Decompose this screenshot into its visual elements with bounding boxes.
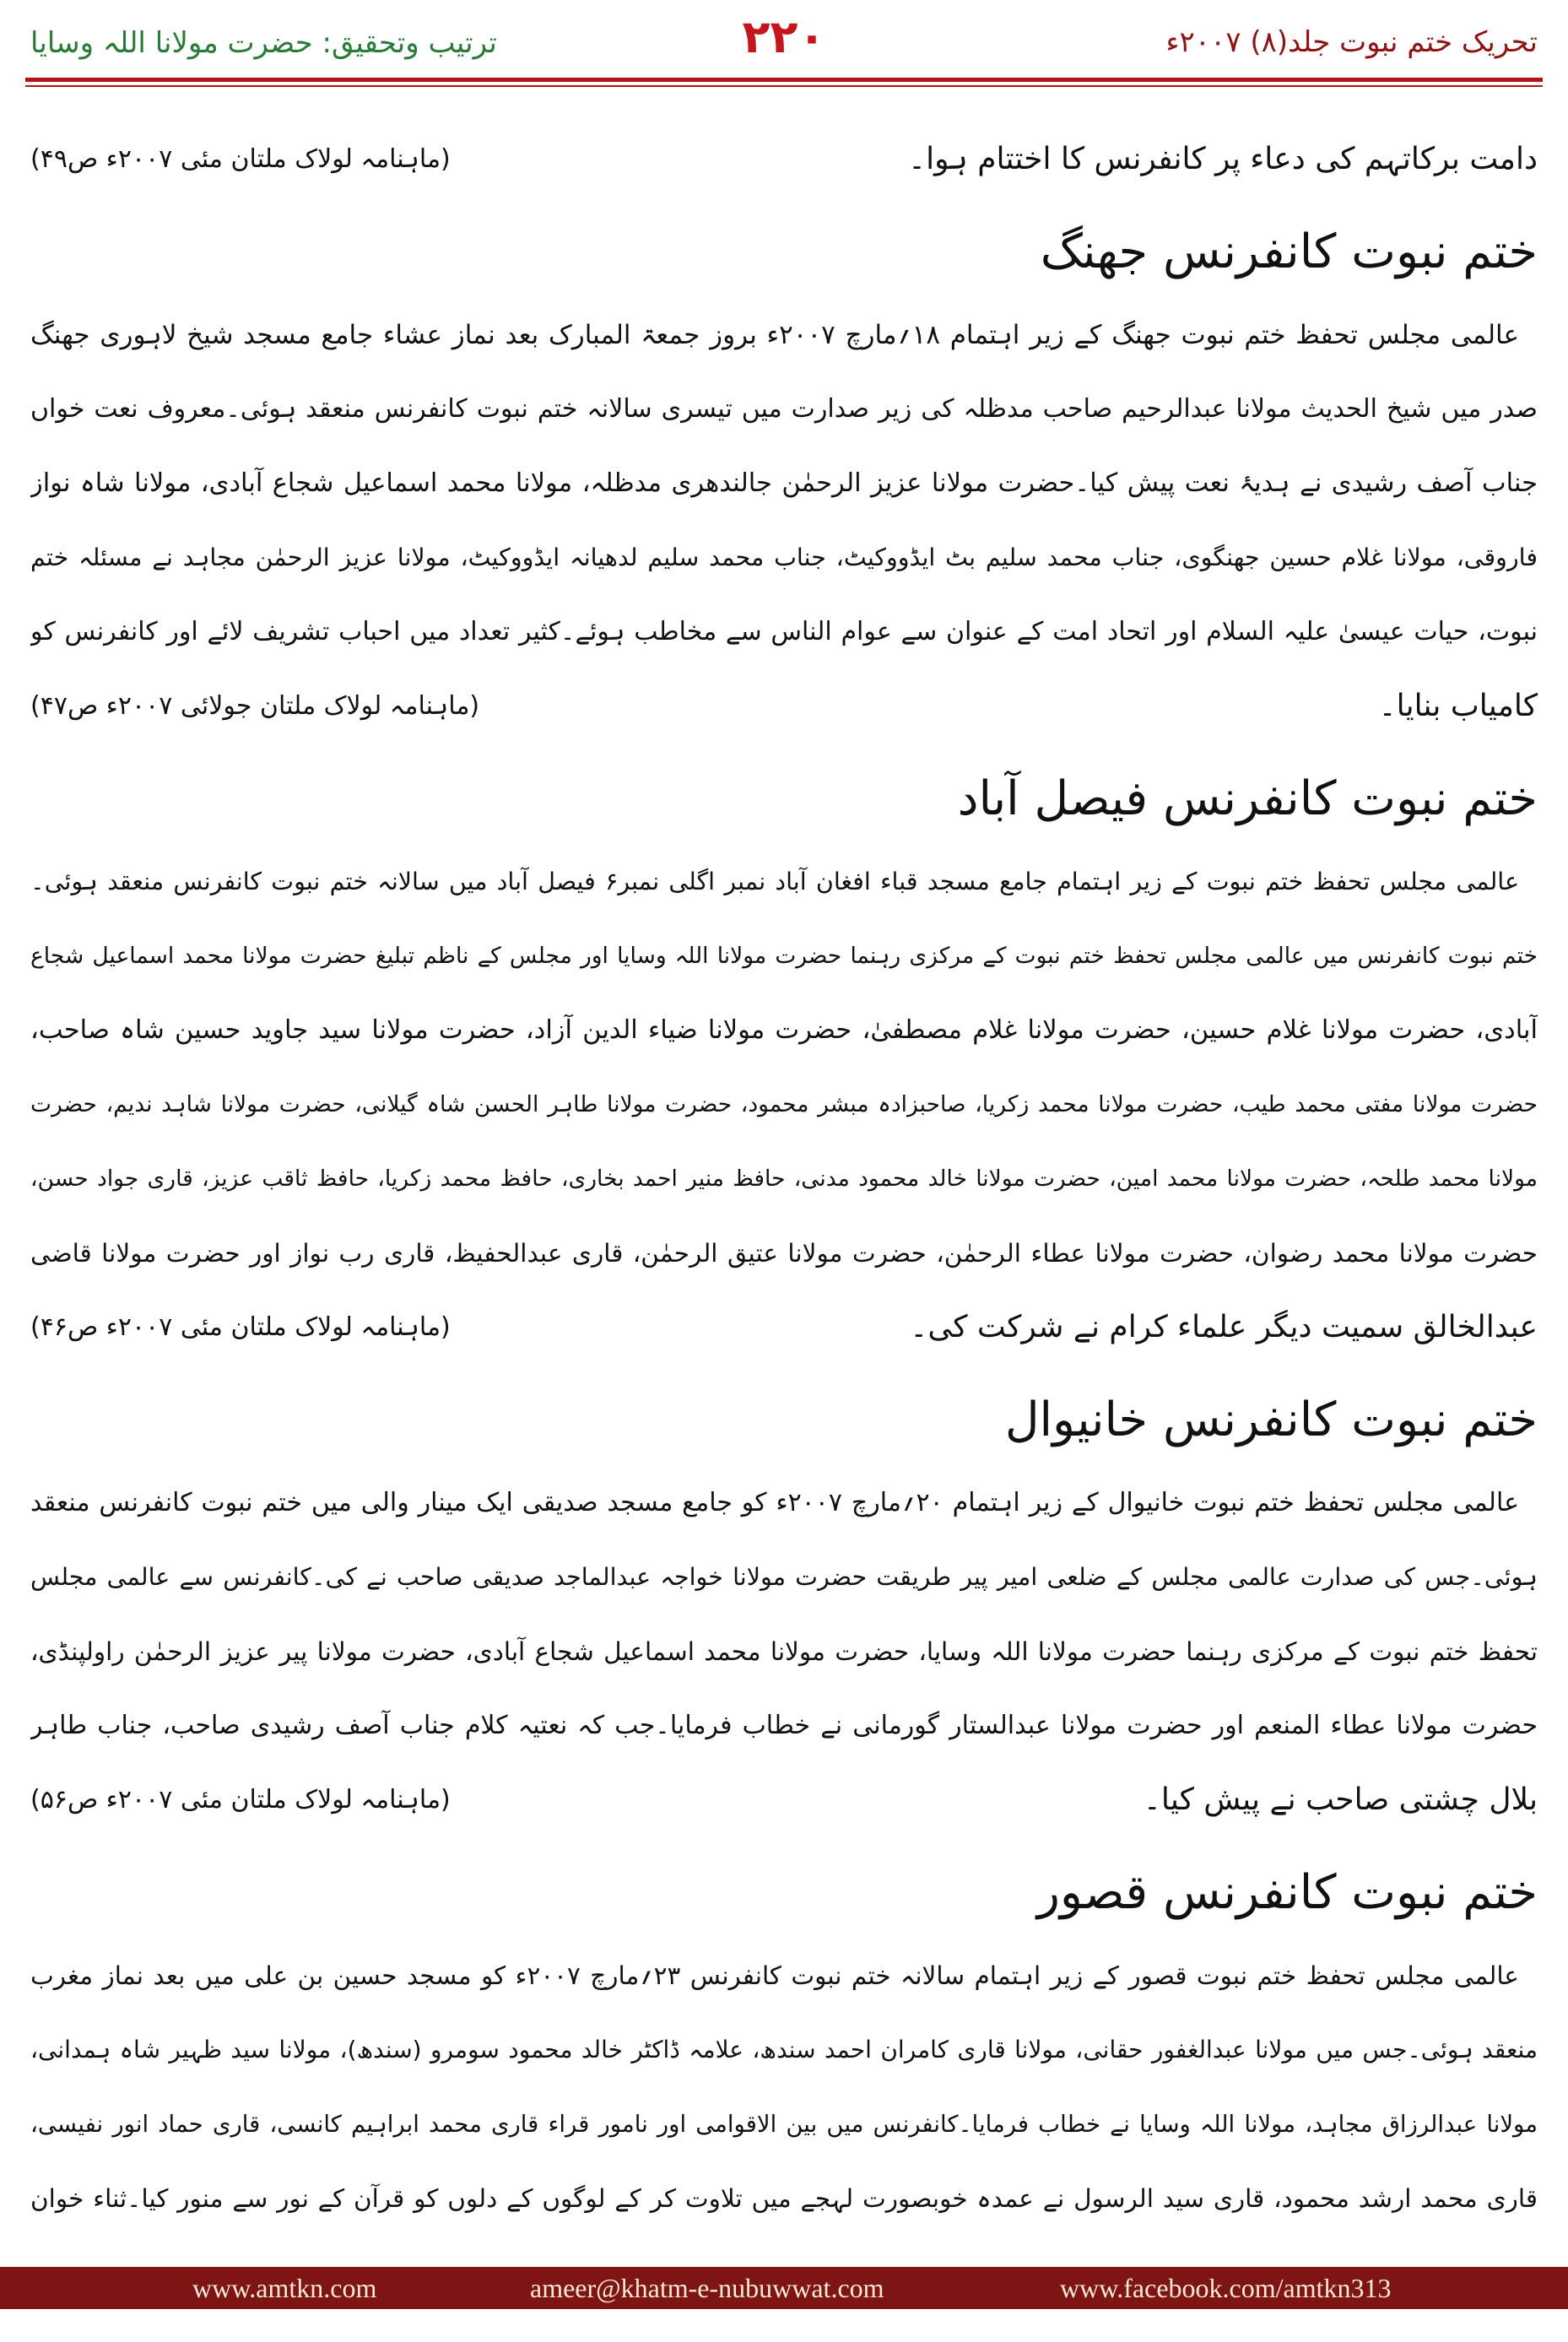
intro-text: دامت برکاتہم کی دعاء پر کانفرنس کا اختتام ہوا۔ [908,142,1538,176]
paragraph-line: صدر میں شیخ الحدیث مولانا عبدالرحیم صاحب مدظلہ کی زیر صدارت میں تیسری سالانہ ختم نبوت کانفرنس منعقد ہوئی۔معروف نعت خواں [30,394,1538,424]
paragraph-line: جناب آصف رشیدی نے ہدیۂ نعت پیش کیا۔حضرت مولانا عزیز الرحمٰن جالندھری مدظلہ، مولانا محمد اسماعیل شجاع آبادی، مولانا شاہ نواز [30,468,1538,498]
page-body [30,122,1538,2236]
section-heading-khanewal: ختم نبوت کانفرنس خانیوال [1004,1393,1538,1447]
paragraph-line: فاروقی، مولانا غلام حسین جھنگوی، جناب محمد سلیم بٹ ایڈووکیٹ، جناب محمد سلیم لدھیانہ ایڈووکیٹ، مولانا عزیز الرحمٰن مجاہد نے مسئلہ ختم [30,544,1538,571]
section-heading-qasur: ختم نبوت کانفرنس قصور [1036,1865,1538,1920]
paragraph-line: ختم نبوت کانفرنس میں عالمی مجلس تحفظ ختم نبوت کے مرکزی رہنما حضرت مولانا اللہ وسایا اور مجلس کے ناظم تبلیغ حضرت مولانا محمد اسماعیل شجاع [30,943,1538,969]
paragraph-end-text: کامیاب بنایا۔ [1378,689,1538,723]
paragraph-last-line [30,669,1538,744]
paragraph-line: عالمی مجلس تحفظ ختم نبوت جھنگ کے زیر اہتمام ۱۸؍مارچ ۲۰۰۷ء بروز جمعۃ المبارک بعد نماز عشاء جامع مسجد شیخ لاہوری جھنگ [30,320,1519,350]
paragraph-line: حضرت مولانا عطاء المنعم اور حضرت مولانا عبدالستار گورمانی نے خطاب فرمایا۔جب کہ نعتیہ کلام جناب آصف رشیدی صاحب، جناب طاہر [30,1711,1538,1740]
paragraph-faisalabad [30,845,1538,1365]
paragraph-line: مولانا محمد طلحہ، حضرت مولانا محمد امین، حضرت مولانا خالد محمود مدنی، حافظ منیر احمد بخاری، حافظ محمد زکریا، حافظ ثاقب عزیز، قاری جواد حسن، [30,1166,1538,1192]
section-heading-jhang: ختم نبوت کانفرنس جھنگ [1040,224,1538,279]
source-reference: (ماہنامہ لولاک ملتان جولائی ۲۰۰۷ء ص۴۷) [30,691,480,721]
paragraph-khanewal [30,1466,1538,1837]
paragraph-end-text: عبدالخالق سمیت دیگر علماء کرام نے شرکت کی۔ [910,1310,1538,1344]
paragraph-end-text: بلال چشتی صاحب نے پیش کیا۔ [1143,1782,1538,1817]
page-number: ۲۲۰ [742,10,826,63]
paragraph-line: عالمی مجلس تحفظ ختم نبوت کے زیر اہتمام جامع مسجد قباء افغان آباد نمبر اگلی نمبر۶ فیصل آباد میں سالانہ ختم نبوت کانفرنس منعقد ہوئی۔ [30,868,1519,895]
paragraph-qasur [30,1939,1538,2236]
paragraph-line: نبوت، حیات عیسیٰ علیہ السلام اور اتحاد امت کے عنوان سے عوام الناس سے مخاطب ہوئے۔کثیر تعداد میں احباب تشریف لائے اور کانفرنس کو [30,617,1538,646]
source-reference: (ماہنامہ لولاک ملتان مئی ۲۰۰۷ء ص۵۶) [30,1785,451,1815]
paragraph-last-line [30,1290,1538,1365]
paragraph-last-line [30,1763,1538,1837]
paragraph-line: تحفظ ختم نبوت کے مرکزی رہنما حضرت مولانا اللہ وسایا، حضرت مولانا محمد اسماعیل شجاع آبادی، حضرت مولانا پیر عزیز الرحمٰن راولپنڈی، [30,1637,1538,1666]
paragraph-line: عالمی مجلس تحفظ ختم نبوت قصور کے زیر اہتمام سالانہ ختم نبوت کانفرنس ۲۳؍مارچ ۲۰۰۷ء کو مسجد حسین بن علی میں بعد نماز مغرب [30,1961,1519,1990]
intro-line [30,122,1538,197]
paragraph-jhang [30,298,1538,744]
running-header-title: تحریک ختم نبوت جلد(۸) ۲۰۰۷ء [1165,25,1538,59]
footer-facebook-link[interactable]: www.facebook.com/amtkn313 [1060,2273,1392,2303]
header-rule [25,78,1543,82]
paragraph-line: منعقد ہوئی۔جس میں مولانا عبدالغفور حقانی، مولانا قاری کامران احمد سندھ، علامہ ڈاکٹر خالد محمود سومرو (سندھ)، مولانا سید ظہیر شاہ ہمدانی، [30,2036,1538,2063]
running-header-compiler: ترتیب وتحقیق: حضرت مولانا اللہ وسایا [30,26,497,60]
footer-email-link[interactable]: ameer@khatm-e-nubuwwat.com [530,2273,884,2303]
paragraph-line: قاری محمد ارشد محمود، قاری سید الرسول نے عمدہ خوبصورت لہجے میں تلاوت کر کے لوگوں کے دلوں کو قرآن کے نور سے منور کیا۔ثناء خوان [30,2184,1538,2213]
footer-website-link[interactable]: www.amtkn.com [192,2273,377,2303]
paragraph-line: مولانا عبدالرزاق مجاہد، مولانا اللہ وسایا نے خطاب فرمایا۔کانفرنس میں بین الاقوامی اور نامور قراء قاری محمد ابراہیم کانسی، قاری حماد انور نفیسی، [30,2111,1538,2138]
header-rule-thin [25,85,1543,87]
paragraph-line: ہوئی۔جس کی صدارت عالمی مجلس کے ضلعی امیر پیر طریقت حضرت مولانا خواجہ عبدالماجد صدیقی صاحب نے کی۔کانفرنس سے عالمی مجلس [30,1563,1538,1591]
section-heading-faisalabad: ختم نبوت کانفرنس فیصل آباد [957,771,1538,826]
footer-bar [0,2267,1568,2309]
paragraph-line: حضرت مولانا مفتی محمد طیب، حضرت مولانا محمد زکریا، صاحبزادہ مبشر محمود، حضرت مولانا طاہر الحسن شاہ گیلانی، حضرت مولانا شاہد ندیم، حضرت [30,1091,1538,1117]
paragraph-line: آبادی، حضرت مولانا غلام حسین، حضرت مولانا غلام مصطفیٰ، حضرت مولانا ضیاء الدین آزاد، حضرت مولانا سید جاوید حسین شاہ صاحب، [30,1015,1538,1045]
paragraph-line: حضرت مولانا محمد رضوان، حضرت مولانا عطاء الرحمٰن، حضرت مولانا عتیق الرحمٰن، قاری عبدالحفیظ، قاری رب نواز اور حضرت مولانا قاضی [30,1239,1538,1268]
paragraph-line: عالمی مجلس تحفظ ختم نبوت خانیوال کے زیر اہتمام ۲۰؍مارچ ۲۰۰۷ء کو جامع مسجد صدیقی ایک مینار والی میں ختم نبوت کانفرنس منعقد [30,1488,1519,1517]
source-reference: (ماہنامہ لولاک ملتان مئی ۲۰۰۷ء ص۴۶) [30,1312,451,1342]
source-reference: (ماہنامہ لولاک ملتان مئی ۲۰۰۷ء ص۴۹) [30,144,451,174]
